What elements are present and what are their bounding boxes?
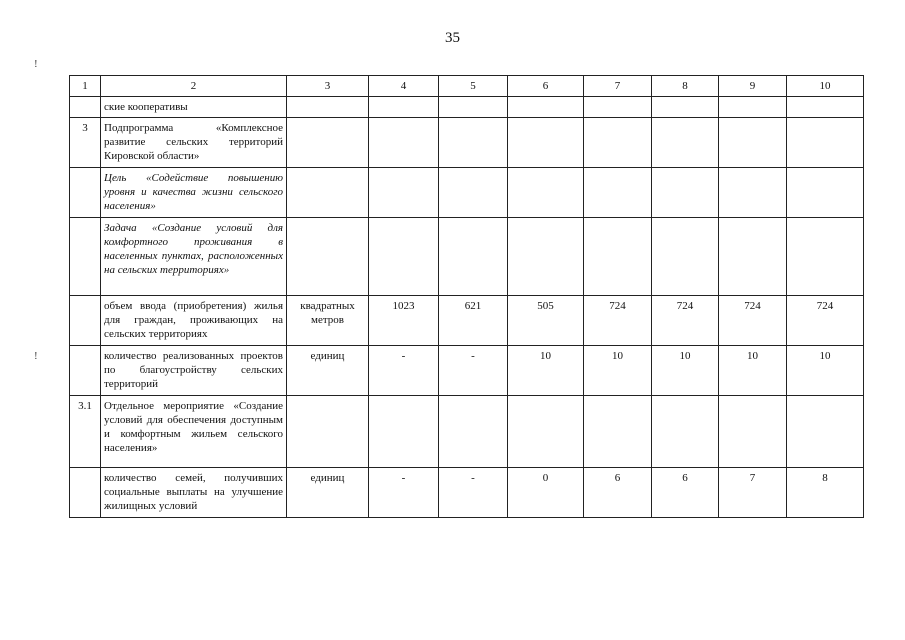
table-row	[70, 118, 864, 168]
indicator-name-cell: ские кооперативы	[101, 97, 287, 118]
indicator-name-cell: Подпрограмма «Комплексное развитие сельских территорий Кировской области»	[101, 118, 287, 168]
table-row	[70, 468, 864, 518]
value-cell	[719, 97, 787, 118]
value-cell	[584, 168, 652, 218]
table-row	[70, 97, 864, 118]
value-cell: 724	[719, 296, 787, 346]
value-cell: 8	[787, 468, 864, 518]
value-cell	[508, 97, 584, 118]
indicator-name-cell: объем ввода (приобретения) жилья для граждан, проживающих на сельских территориях	[101, 296, 287, 346]
column-number-header: 10	[787, 76, 864, 97]
table-body	[70, 76, 864, 518]
table-row	[70, 296, 864, 346]
value-cell	[439, 218, 508, 296]
value-cell: 1023	[369, 296, 439, 346]
column-number-header: 8	[652, 76, 719, 97]
value-cell	[719, 118, 787, 168]
indicator-name-cell: Отдельное мероприятие «Создание условий для обеспечения доступным и комфортным жильем сельского населения»	[101, 396, 287, 468]
table-row	[70, 396, 864, 468]
value-cell: 10	[584, 346, 652, 396]
value-cell	[652, 396, 719, 468]
value-cell: 10	[787, 346, 864, 396]
scan-mark: !	[34, 350, 38, 362]
value-cell: 10	[652, 346, 719, 396]
column-number-header: 1	[70, 76, 101, 97]
unit-cell: единиц	[287, 346, 369, 396]
row-number-cell	[70, 296, 101, 346]
indicator-name-cell: Задача «Создание условий для комфортного проживания в населенных пунктах, расположенных на сельских территориях»	[101, 218, 287, 296]
value-cell: 621	[439, 296, 508, 346]
value-cell	[584, 97, 652, 118]
value-cell	[652, 168, 719, 218]
row-number-cell: 3.1	[70, 396, 101, 468]
value-cell: 724	[584, 296, 652, 346]
value-cell	[439, 118, 508, 168]
column-number-header: 6	[508, 76, 584, 97]
scan-mark: !	[34, 58, 38, 70]
value-cell: -	[369, 468, 439, 518]
row-number-cell: 3	[70, 118, 101, 168]
indicator-name-cell: количество реализованных проектов по благоустройству сельских территорий	[101, 346, 287, 396]
row-number-cell	[70, 168, 101, 218]
value-cell	[369, 97, 439, 118]
value-cell: 10	[719, 346, 787, 396]
value-cell: -	[439, 468, 508, 518]
value-cell	[787, 97, 864, 118]
value-cell: 6	[584, 468, 652, 518]
value-cell	[719, 396, 787, 468]
table-row	[70, 346, 864, 396]
value-cell	[719, 218, 787, 296]
value-cell: -	[439, 346, 508, 396]
value-cell	[369, 118, 439, 168]
value-cell	[652, 218, 719, 296]
unit-cell: квадратных метров	[287, 296, 369, 346]
value-cell	[439, 396, 508, 468]
column-number-header: 2	[101, 76, 287, 97]
value-cell: 10	[508, 346, 584, 396]
indicator-name-cell: Цель «Содействие повышению уровня и качества жизни сельского населения»	[101, 168, 287, 218]
page-number: 35	[445, 30, 460, 46]
indicator-name-cell: количество семей, получивших социальные выплаты на улучшение жилищных условий	[101, 468, 287, 518]
value-cell	[652, 118, 719, 168]
value-cell	[584, 396, 652, 468]
column-number-header: 5	[439, 76, 508, 97]
table-header-row	[70, 76, 864, 97]
column-number-header: 3	[287, 76, 369, 97]
value-cell	[369, 218, 439, 296]
row-number-cell	[70, 218, 101, 296]
value-cell	[787, 118, 864, 168]
value-cell: 724	[652, 296, 719, 346]
indicator-table	[69, 75, 864, 518]
column-number-header: 9	[719, 76, 787, 97]
value-cell	[787, 218, 864, 296]
unit-cell	[287, 218, 369, 296]
value-cell: 0	[508, 468, 584, 518]
value-cell	[439, 97, 508, 118]
value-cell	[369, 168, 439, 218]
row-number-cell	[70, 97, 101, 118]
unit-cell	[287, 396, 369, 468]
value-cell	[508, 396, 584, 468]
unit-cell	[287, 97, 369, 118]
table-row	[70, 218, 864, 296]
value-cell	[508, 118, 584, 168]
value-cell	[439, 168, 508, 218]
value-cell	[584, 218, 652, 296]
value-cell: 505	[508, 296, 584, 346]
unit-cell	[287, 118, 369, 168]
row-number-cell	[70, 468, 101, 518]
value-cell	[369, 396, 439, 468]
table-row	[70, 168, 864, 218]
row-number-cell	[70, 346, 101, 396]
value-cell: -	[369, 346, 439, 396]
value-cell	[787, 168, 864, 218]
column-number-header: 7	[584, 76, 652, 97]
value-cell: 6	[652, 468, 719, 518]
unit-cell: единиц	[287, 468, 369, 518]
value-cell: 724	[787, 296, 864, 346]
column-number-header: 4	[369, 76, 439, 97]
value-cell	[508, 218, 584, 296]
value-cell	[787, 396, 864, 468]
value-cell	[719, 168, 787, 218]
unit-cell	[287, 168, 369, 218]
value-cell	[584, 118, 652, 168]
value-cell	[652, 97, 719, 118]
value-cell	[508, 168, 584, 218]
value-cell: 7	[719, 468, 787, 518]
